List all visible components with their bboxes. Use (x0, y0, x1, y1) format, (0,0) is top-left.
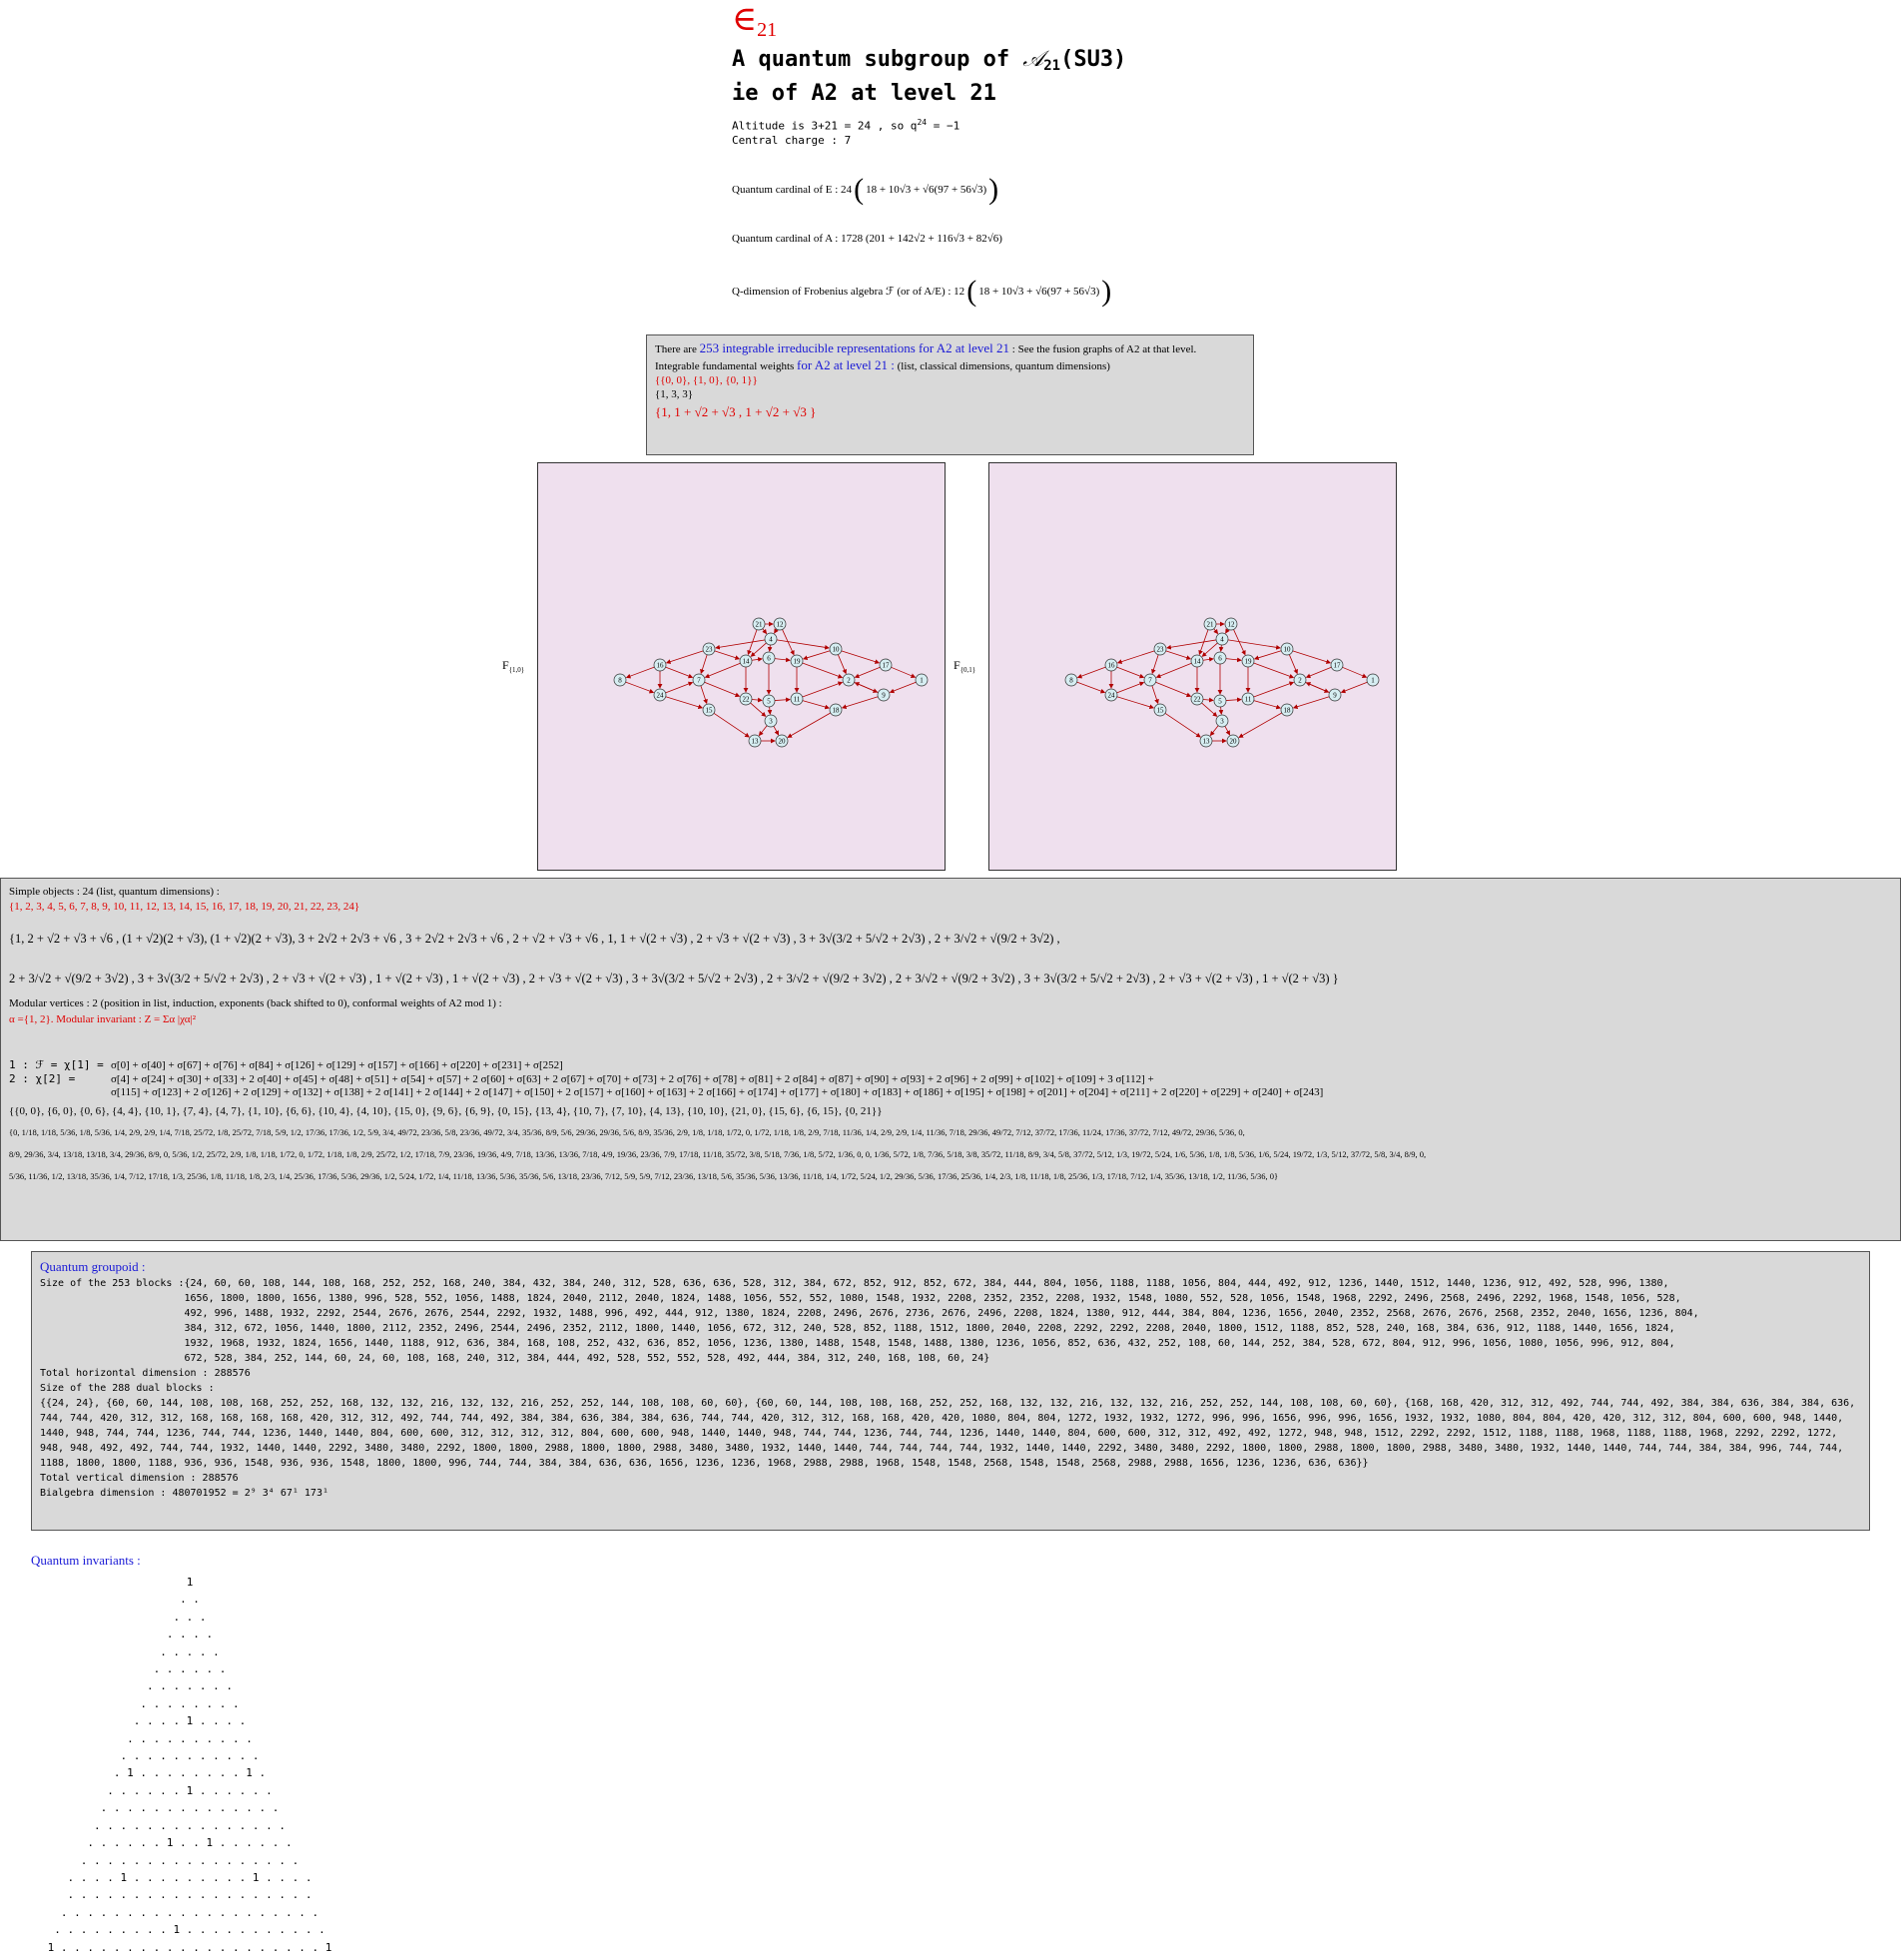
graph-node (1214, 652, 1226, 664)
graph-node (703, 704, 715, 716)
graph-node-label: 15 (705, 706, 713, 715)
graph-edge (666, 683, 693, 693)
graph-edge (1117, 697, 1154, 708)
graph-edge (1167, 640, 1216, 648)
fusion-graph-right (988, 462, 1397, 871)
graph-edge (701, 686, 707, 704)
blocks-label: Size of the 253 blocks : (40, 1278, 185, 1289)
graph-edge (838, 655, 846, 674)
graph-edge (842, 651, 880, 663)
graph-edge (1203, 700, 1213, 701)
graph-node-label: 10 (832, 645, 840, 654)
graph-node-label: 5 (1218, 697, 1222, 706)
graph-node-label: 23 (1156, 645, 1164, 654)
dual-blocks-label: Size of the 288 dual blocks : (40, 1383, 215, 1394)
graph-edge (804, 651, 831, 659)
graph-node (1191, 655, 1203, 667)
graph-node-label: 8 (618, 676, 622, 685)
chi2-expr-a: σ[4] + σ[24] + σ[30] + σ[33] + 2 σ[40] + σ[45] + σ[48] + σ[51] + σ[54] + σ[57] + 2 σ[60] + σ[63] + 2 σ[67] + σ[70] + σ[73] + 2 σ[76] + σ[78] + σ[81] + 2 σ[84] + σ[87] + σ[90] + σ[93] + 2 σ[96] + 2 σ[99] + σ[102] + σ[109] + 3 σ[112] + (111, 1073, 1154, 1085)
graph-edge (892, 667, 916, 677)
title-script: 𝒜 (1022, 46, 1044, 71)
graph-node-label: 3 (1220, 717, 1224, 726)
graph-edge (1221, 707, 1222, 714)
invariant-row: . . (180, 1593, 200, 1607)
graph-node (693, 674, 705, 686)
graph-edge (1306, 667, 1331, 677)
exponents-list: {{0, 0}, {6, 0}, {0, 6}, {4, 4}, {10, 1}, {7, 4}, {4, 7}, {1, 10}, {6, 6}, {10, 4}, {4, 10}, {15, 0}, {9, 6}, {6, 9}, {0, 15}, {13, 4}, {10, 7}, {7, 10}, {4, 13}, {10, 10}, {21, 0}, {15, 6}, {6, 15}, {0, 21}} (9, 1105, 883, 1117)
graph-edge (716, 640, 765, 648)
graph-node-label: 21 (1206, 620, 1214, 629)
cardinal-E-expr: 18 + 10√3 + √6(97 + 56√3) (866, 184, 987, 196)
graph-edge (803, 701, 829, 708)
graph-edge (627, 667, 655, 677)
modular-invariant: Modular invariant : Z = Σα |χα|² (53, 1013, 197, 1025)
graph-node (1214, 695, 1226, 707)
page-title (732, 45, 1126, 107)
graph-node (1329, 689, 1341, 701)
bialgebra-label: Bialgebra dimension : 480701952 = (40, 1488, 245, 1499)
cardinal-A (732, 232, 1002, 246)
fusion-graph-left (537, 462, 946, 871)
alpha-set: α ={1, 2}. (9, 1013, 54, 1025)
graph-node (614, 674, 626, 686)
graph-edge (705, 682, 740, 696)
graph-node (916, 674, 928, 686)
graph-node-label: 6 (767, 654, 771, 663)
altitude-pre: Altitude is 3+21 = 24 , so q (732, 119, 918, 133)
graph-edge (1294, 697, 1330, 708)
invariant-row: . . . . (166, 1628, 214, 1641)
graph-edge (667, 651, 704, 663)
graph-node-label: 13 (1202, 737, 1210, 746)
blocks-list: {24, 60, 60, 108, 144, 108, 168, 252, 252, 168, 240, 384, 432, 384, 240, 312, 528, 636, 636, 528, 312, 384, 672, 852, 912, 852, 672, 384, 444, 804, 1056, 1188, 1188, 1056, 804, 444, 492, 912, 1236, 1440, 1512, 1440, 1236, 912, 492, 528, 996, 1380, 1656, 1800, 1800, 1656, 1380, 996, 528, 552, 1056, 1488, 1824, 2040, 2112, 2040, 1824, 1488, 1056, 552, 552, 1080, 1548, 1932, 2208, 2352, 2352, 2208, 1932, 1548, 1080, 552, 528, 1056, 1548, 1968, 2292, 2496, 2568, 2496, 2292, 1968, 1548, 1056, 528, 492, 996, 1488, 1932, 2292, 2544, 2676, 2676, 2544, 2292, 1932, 1488, 996, 492, 444, 912, 1380, 1824, 2208, 2496, 2676, 2736, 2676, 2496, 2208, 1824, 1380, 912, 444, 384, 804, 1236, 1656, 2040, 2352, 2568, 2676, 2676, 2568, 2352, 2040, 1656, 1236, 804, 384, 312, 672, 1056, 1440, 1800, 2112, 2352, 2496, 2544, 2496, 2352, 2112, 1800, 1440, 1056, 672, 312, 240, 528, 852, 1188, 1512, 1800, 2040, 2208, 2292, 2292, 2208, 2040, 1800, 1512, 1188, 852, 528, 240, 168, 384, 636, 912, 1188, 1440, 1656, 1824, 1932, 1968, 1932, 1824, 1656, 1440, 1188, 912, 636, 384, 168, 108, 252, 432, 636, 852, 1056, 1236, 1380, 1488, 1548, 1548, 1488, 1380, 1236, 1056, 852, 636, 432, 252, 108, 60, 144, 252, 384, 528, 672, 804, 912, 996, 1056, 1080, 1056, 996, 912, 804, 672, 528, 384, 252, 144, 60, 24, 60, 108, 168, 240, 312, 384, 444, 492, 528, 552, 552, 528, 492, 444, 384, 312, 240, 168, 108, 60, 24} (184, 1278, 1699, 1364)
fund-blue: for A2 at level 21 : (797, 357, 895, 372)
graph-node-label: 6 (1218, 654, 1222, 663)
graph-edge (626, 682, 654, 692)
groupoid-heading: Quantum groupoid : (40, 1259, 146, 1274)
graph-node (1216, 715, 1228, 727)
graph-edge (1199, 630, 1208, 655)
invariant-row: . . . . . . 1 . . 1 . . . . . . (87, 1836, 293, 1850)
graph-node (740, 655, 752, 667)
invariant-row: . 1 . . . . . . . . 1 . (113, 1766, 267, 1780)
graph-node-label: 22 (1193, 695, 1201, 704)
graph-node-label: 19 (793, 657, 801, 666)
symbol-char: ∈ (732, 1, 758, 38)
integrable-post: : See the fusion graphs of A2 at that level. (1009, 343, 1197, 355)
graph-edge (666, 667, 693, 677)
graph-node-label: 17 (1333, 661, 1341, 670)
graph-node (1105, 689, 1117, 701)
graph-node (765, 715, 777, 727)
graph-node (1294, 674, 1306, 686)
cardinal-E: Quantum cardinal of E : 24 ( 18 + 10√3 + √6(97 + 56√3) ) (732, 173, 999, 206)
title-line2: ie of A2 at level 21 (732, 81, 996, 106)
graph-node-label: 1 (920, 676, 924, 685)
graph-node (740, 693, 752, 705)
graph-node-label: 20 (1229, 737, 1237, 746)
graph-node-label: 15 (1156, 706, 1164, 715)
graph-node (749, 735, 761, 747)
invariant-row: . . . . . . (153, 1662, 227, 1676)
graph-node (1367, 674, 1379, 686)
graph-edge (759, 726, 767, 736)
graph-node-label: 9 (1333, 691, 1337, 700)
graph-edge (1203, 659, 1213, 660)
graph-edge (748, 630, 757, 655)
graph-edge (763, 629, 767, 634)
dual-blocks-list: {{24, 24}, {60, 60, 144, 108, 108, 168, 252, 252, 168, 132, 132, 216, 132, 132, 216, 252, 252, 144, 108, 108, 60, 60}, {60, 60, 144, 108, 108, 168, 252, 252, 168, 132, 132, 216, 132, 132, 216, 252, 252, 144, 108, 108, 60, 60}, {168, 168, 420, 312, 312, 492, 744, 744, 492, 384, 384, 636, 384, 384, 636, 744, 744, 420, 312, 312, 168, 168, 168, 168, 420, 312, 312, 492, 744, 744, 492, 384, 384, 636, 384, 384, 636, 744, 744, 420, 312, 312, 168, 168, 420, 420, 1080, 804, 804, 1272, 1932, 1932, 1272, 996, 996, 1656, 996, 996, 1656, 1932, 1932, 1080, 804, 804, 420, 420, 312, 312, 804, 600, 600, 948, 1440, 1440, 948, 744, 744, 1236, 744, 744, 1236, 1440, 1440, 804, 600, 600, 312, 312, 312, 312, 804, 600, 600, 948, 1440, 1440, 948, 744, 744, 1236, 744, 744, 1236, 1440, 1440, 804, 600, 600, 312, 312, 492, 492, 1272, 948, 948, 1512, 2292, 2292, 1512, 1188, 1188, 1968, 1188, 1188, 1968, 2292, 2292, 1272, 948, 948, 492, 492, 744, 744, 1932, 1440, 1440, 2292, 3480, 3480, 2292, 1800, 1800, 2988, 1800, 1800, 2988, 3480, 3480, 1932, 1440, 1440, 744, 744, 744, 744, 1932, 1440, 1440, 2292, 3480, 3480, 2292, 1800, 1800, 2988, 1800, 1800, 2988, 3480, 3480, 1932, 1440, 1440, 744, 744, 384, 384, 996, 744, 744, 1188, 1800, 1800, 1188, 936, 936, 1548, 936, 936, 1548, 1800, 1800, 996, 744, 744, 384, 384, 636, 636, 1656, 1236, 1236, 1968, 2988, 2988, 1968, 1548, 1548, 2568, 1548, 1548, 2568, 2988, 2988, 1656, 1236, 1236, 636, 636}} (40, 1398, 1856, 1469)
chi1-label: 1 : ℱ = χ[1] = (9, 1058, 104, 1071)
modular-heading: Modular vertices : 2 (position in list, induction, exponents (back shifted to 0), conformal weights of A2 mod 1) : (9, 997, 502, 1009)
graph-node (774, 618, 786, 630)
graph-edge (774, 726, 779, 735)
page-symbol (732, 0, 777, 50)
qdim-expr: 18 + 10√3 + √6(97 + 56√3) (978, 286, 1100, 298)
graph-edge (666, 697, 703, 708)
invariants-triangle (0, 1574, 379, 1956)
graph-node (1242, 693, 1254, 705)
groupoid-panel (31, 1251, 1870, 1531)
graph-edge (775, 629, 777, 633)
graph-edge (775, 659, 790, 661)
graph-edge (714, 713, 749, 737)
graph-node-label: 5 (767, 697, 771, 706)
graph-node (654, 689, 666, 701)
graph-edge (1239, 713, 1282, 738)
invariant-row: . . . . . . . . . 1 . . . . . . . . . . . (54, 1923, 325, 1937)
graph-node (654, 659, 666, 671)
graph-node-label: 4 (1220, 635, 1224, 644)
graph-node (791, 693, 803, 705)
graph-node-label: 9 (882, 691, 886, 700)
graph-node-label: 24 (1107, 691, 1115, 700)
graph-edge (1156, 663, 1191, 677)
graph-edge (1225, 726, 1230, 735)
qdim-frobenius: Q-dimension of Frobenius algebra ℱ (or of A/E) : 12 ( 18 + 10√3 + √6(97 + 56√3) ) (732, 275, 1112, 308)
graph-node (776, 735, 788, 747)
fund-weights: {{0, 0}, {1, 0}, {0, 1}} (655, 374, 758, 386)
graph-edge (1289, 655, 1297, 674)
total-horizontal: Total horizontal dimension : 288576 (40, 1368, 251, 1379)
graph-node-label: 17 (882, 661, 890, 670)
graph-edge (1078, 667, 1106, 677)
graph-node-label: 1 (1371, 676, 1375, 685)
graph-node-label: 22 (742, 695, 750, 704)
graph-node-label: 21 (755, 620, 763, 629)
graph-node-label: 12 (776, 620, 784, 629)
bialgebra-factor: 2⁹ 3⁴ 67¹ 173¹ (244, 1488, 328, 1499)
invariant-row: . . . . . . . . . . . (120, 1749, 260, 1763)
invariant-row: . . . . . . . . . . . . . . . . . . . (67, 1888, 313, 1902)
graph-edge (1118, 651, 1155, 663)
simple-list: {1, 2, 3, 4, 5, 6, 7, 8, 9, 10, 11, 12, 13, 14, 15, 16, 17, 18, 19, 20, 21, 22, 23, 24} (9, 901, 360, 913)
graph-node-label: 11 (1244, 695, 1252, 704)
graph-node (1331, 659, 1343, 671)
invariant-row: . . . . . . 1 . . . . . . (107, 1783, 273, 1797)
graph-edge (1226, 699, 1241, 700)
graph-edge (1210, 726, 1218, 736)
graph-node (878, 689, 890, 701)
graph-edge (1165, 713, 1200, 737)
graph-edge (855, 683, 878, 693)
invariant-row: . . . . . . . (146, 1679, 234, 1693)
integrable-panel (646, 334, 1254, 455)
graph-left-sub: {1,0} (508, 666, 525, 674)
graph-node (1281, 643, 1293, 655)
invariant-row: . . . . . . . . . . . . . . (100, 1801, 280, 1815)
conf-weights-line3: 5/36, 11/36, 1/2, 13/18, 35/36, 1/4, 7/12, 17/18, 1/3, 25/36, 1/8, 11/18, 1/8, 2/3, 1/4, 25/36, 17/36, 5/36, 29/36, 1/2, 5/24, 1/72, 1/4, 11/18, 13/36, 5/36, 35/36, 5/6, 13/18, 23/36, 7/12, 5/9, 5/9, 7/12, 23/36, 13/18, 5/6, 35/36, 5/36, 13/36, 11/18, 1/4, 1/72, 5/24, 1/2, 29/36, 5/36, 17/36, 25/36, 1/4, 2/3, 1/8, 11/18, 1/8, 25/36, 1/3, 17/18, 7/12, 1/4, 35/36, 13/18, 1/2, 11/36, 5/36, 0} (9, 1171, 1279, 1181)
graph-node (1225, 618, 1237, 630)
graph-edge (788, 713, 831, 738)
quantum-dims: {1, 1 + √2 + √3 , 1 + √2 + √3 } (655, 404, 817, 419)
graph-node (753, 618, 765, 630)
graph-node (1242, 655, 1254, 667)
invariant-row: . . . (173, 1610, 207, 1624)
graph-node-label: 16 (656, 661, 664, 670)
graph-edge (891, 682, 917, 692)
graph-node-label: 7 (1148, 676, 1152, 685)
chi2-expr-b: σ[115] + σ[123] + 2 σ[126] + 2 σ[129] + σ[132] + σ[138] + 2 σ[141] + 2 σ[144] + 2 σ[147] + σ[150] + 2 σ[157] + σ[160] + σ[163] + 2 σ[166] + σ[174] + σ[177] + σ[180] + σ[183] + σ[186] + σ[195] + σ[198] + σ[201] + σ[204] + σ[211] + 2 σ[220] + σ[229] + σ[240] + σ[243] (111, 1086, 1324, 1098)
simple-qdims-line2: 2 + 3/√2 + √(9/2 + 3√2) , 3 + 3√(3/2 + 5/√2 + 2√3) , 2 + √3 + √(2 + √3) , 1 + √(2 + √3) , 1 + √(2 + √3) , 2 + √3 + √(2 + √3) , 3 + 3√(3/2 + 5/√2 + 2√3) , 2 + 3/√2 + √(9/2 + 3√2) , 2 + 3/√2 + √(9/2 + 3√2) , 3 + 3√(3/2 + 5/√2 + 2√3) , 2 + √3 + √(2 + √3) , 1 + √(2 + √3) } (9, 972, 1339, 985)
fund-post: (list, classical dimensions, quantum dimensions) (894, 360, 1110, 372)
graph-edge (1226, 659, 1241, 661)
graph-edge (803, 682, 843, 697)
graph-node (763, 652, 775, 664)
invariant-row: 1 . . . . . . . . . . . . . . . . . . . . 1 (47, 1940, 332, 1954)
graph-node (843, 674, 855, 686)
graph-node (880, 659, 892, 671)
graph-edge (1117, 667, 1144, 677)
graph-edge (1214, 629, 1218, 634)
graph-node (1227, 735, 1239, 747)
graph-edge (770, 707, 771, 714)
invariant-row: . . . . . . . . (140, 1696, 240, 1710)
invariant-row: . . . . . . . . . . . . . . . (93, 1818, 287, 1832)
graph-edge (752, 659, 762, 660)
graph-edge (1228, 640, 1280, 648)
chi2-label: 2 : χ[2] = (9, 1072, 76, 1085)
graph-node-label: 24 (656, 691, 664, 700)
graph-node-label: 19 (1244, 657, 1252, 666)
invariant-row: 1 (186, 1576, 194, 1589)
conf-weights-line1: {0, 1/18, 1/18, 5/36, 1/8, 5/36, 1/4, 2/9, 2/9, 1/4, 7/18, 25/72, 1/8, 25/72, 7/18, 5/9, 1/2, 17/36, 17/36, 1/2, 5/9, 3/4, 49/72, 23/36, 5/8, 23/36, 49/72, 3/4, 35/36, 8/9, 5/6, 29/36, 29/36, 5/6, 8/9, 35/36, 2/9, 1/8, 1/18, 1/72, 0, 1/72, 1/18, 1/8, 2/9, 7/18, 11/36, 1/4, 2/9, 2/9, 1/4, 11/36, 7/18, 29/36, 49/72, 7/12, 37/72, 17/36, 11/24, 17/36, 37/72, 7/12, 49/72, 29/36, 5/36, 0, (9, 1127, 1245, 1137)
graph-node (1204, 618, 1216, 630)
cardinal-A-label: Quantum cardinal of A : (732, 233, 842, 245)
graph-edge (803, 663, 843, 678)
graph-node (1216, 633, 1228, 645)
graph-edge (770, 645, 771, 651)
total-vertical: Total vertical dimension : 288576 (40, 1473, 239, 1484)
simple-qdims-line1: {1, 2 + √2 + √3 + √6 , (1 + √2)(2 + √3), (1 + √2)(2 + √3), 3 + 2√2 + 2√3 + √6 , 3 + 2√2 + 2√3 + √6 , 2 + √2 + √3 + √6 , 1, 1 + √(2 + √3) , 2 + √3 + √(2 + √3) , 3 + 3√(3/2 + 5/√2 + 2√3) , 2 + 3/√2 + √(9/2 + 3√2) , (9, 932, 1060, 946)
graph-node-label: 7 (697, 676, 701, 685)
graph-edge (843, 697, 879, 708)
graph-edge (1152, 655, 1158, 674)
graph-node-label: 8 (1069, 676, 1073, 685)
invariant-row: . . . . 1 . . . . . . . . . 1 . . . . (67, 1870, 313, 1884)
symbol-sub: 21 (757, 19, 778, 41)
fusion-graph-right-svg (989, 463, 1396, 870)
graph-node (1200, 735, 1212, 747)
graph-edge (751, 703, 766, 716)
invariant-row: . . . . . . . . . . . . . . . . . (80, 1853, 300, 1867)
graph-edge (1221, 645, 1222, 651)
graph-edge (855, 667, 880, 677)
fusion-graph-left-svg (538, 463, 945, 870)
graph-node (1154, 704, 1166, 716)
simple-objects-panel (0, 878, 1901, 1241)
title-pre: A quantum subgroup of (732, 47, 1023, 72)
altitude-info (732, 116, 959, 148)
graph-edge (715, 651, 740, 659)
graph-edge (777, 640, 829, 648)
invariants-heading: Quantum invariants : (31, 1553, 141, 1568)
classical-dims: {1, 3, 3} (655, 388, 694, 400)
graph-node-label: 10 (1283, 645, 1291, 654)
graph-node-label: 2 (847, 676, 851, 685)
graph-node (763, 695, 775, 707)
graph-edge (1254, 701, 1280, 708)
invariant-row: . . . . . . . . . . (127, 1731, 253, 1745)
graph-node-label: 4 (769, 635, 773, 644)
graph-edge (775, 699, 790, 700)
graph-node (1191, 693, 1203, 705)
graph-node (830, 704, 842, 716)
graph-edge (705, 663, 740, 677)
cardinal-A-expr: 1728 (201 + 142√2 + 116√3 + 82√6) (841, 233, 1002, 245)
title-post: (SU3) (1060, 47, 1127, 72)
graph-edge (1254, 682, 1294, 697)
graph-node (1065, 674, 1077, 686)
graph-edge (1202, 703, 1217, 716)
graph-node-label: 14 (1193, 657, 1201, 666)
graph-node-label: 18 (832, 706, 840, 715)
graph-node-label: 18 (1283, 706, 1291, 715)
graph-edge (1343, 667, 1367, 677)
graph-node-label: 14 (742, 657, 750, 666)
graph-node (830, 643, 842, 655)
graph-node-label: 16 (1107, 661, 1115, 670)
integrable-reps-link[interactable]: 253 integrable irreducible representations for A2 at level 21 (699, 340, 1010, 355)
graph-node-label: 11 (793, 695, 801, 704)
chi1-expr: σ[0] + σ[40] + σ[67] + σ[76] + σ[84] + σ[126] + σ[129] + σ[157] + σ[166] + σ[220] + σ[231] + σ[252] (111, 1059, 563, 1071)
graph-edge (1342, 682, 1368, 692)
title-script-sub: 21 (1043, 58, 1061, 74)
graph-node (1281, 704, 1293, 716)
graph-node-label: 20 (778, 737, 786, 746)
graph-node (791, 655, 803, 667)
graph-edge (1306, 683, 1329, 693)
invariant-row: . . . . 1 . . . . (133, 1714, 247, 1728)
graph-node (1144, 674, 1156, 686)
graph-left-F: F (502, 658, 509, 672)
graph-label-right (953, 658, 975, 674)
graph-edge (1254, 663, 1294, 678)
graph-edge (1117, 683, 1144, 693)
graph-edge (752, 700, 762, 701)
graph-node (1154, 643, 1166, 655)
graph-edge (1077, 682, 1105, 692)
graph-edge (1166, 651, 1191, 659)
graph-node-label: 12 (1227, 620, 1235, 629)
conf-weights-line2: 8/9, 29/36, 3/4, 13/18, 13/18, 3/4, 29/36, 8/9, 0, 5/36, 1/2, 25/72, 2/9, 1/8, 1/18, 1/72, 0, 1/72, 1/18, 1/8, 2/9, 25/72, 1/2, 17/18, 7/9, 23/36, 19/36, 4/9, 7/18, 13/36, 13/36, 7/18, 4/9, 19/36, 23/36, 7/9, 17/18, 11/18, 35/72, 3/8, 5/18, 7/36, 1/8, 5/72, 1/36, 0, 0, 1/36, 5/72, 1/8, 7/36, 5/18, 3/8, 35/72, 11/18, 8/9, 3/4, 5/8, 37/72, 5/12, 1/3, 19/72, 5/24, 1/6, 5/36, 1/8, 1/8, 5/36, 1/6, 5/24, 19/72, 1/3, 5/12, 37/72, 5/8, 3/4, 8/9, 0, (9, 1149, 1427, 1159)
graph-label-left (502, 658, 524, 674)
graph-right-sub: {0,1} (959, 666, 976, 674)
graph-node (765, 633, 777, 645)
altitude-sup: 24 (917, 118, 928, 127)
graph-node (1105, 659, 1117, 671)
altitude-post: = −1 (927, 119, 960, 133)
qdim-label: Q-dimension of Frobenius algebra ℱ (or of A/E) : 12 (732, 286, 965, 298)
central-charge: Central charge : 7 (732, 133, 852, 147)
graph-edge (1293, 651, 1331, 663)
graph-node-label: 2 (1298, 676, 1302, 685)
graph-edge (1226, 629, 1228, 633)
graph-edge (1255, 651, 1282, 659)
cardinal-E-label: Quantum cardinal of E : 24 (732, 184, 853, 196)
integrable-pre: There are (655, 343, 700, 355)
invariant-row: . . . . . (160, 1644, 220, 1658)
graph-edge (1156, 682, 1191, 696)
graph-node-label: 23 (705, 645, 713, 654)
graph-edge (1152, 686, 1158, 704)
graph-node-label: 3 (769, 717, 773, 726)
invariant-row: . . . . . . . . . . . . . . . . . . . . (60, 1905, 319, 1919)
simple-heading: Simple objects : 24 (list, quantum dimensions) : (9, 886, 220, 898)
graph-node-label: 13 (751, 737, 759, 746)
graph-right-F: F (953, 658, 960, 672)
graph-edge (701, 655, 707, 674)
fund-pre: Integrable fundamental weights (655, 360, 798, 372)
graph-node (703, 643, 715, 655)
